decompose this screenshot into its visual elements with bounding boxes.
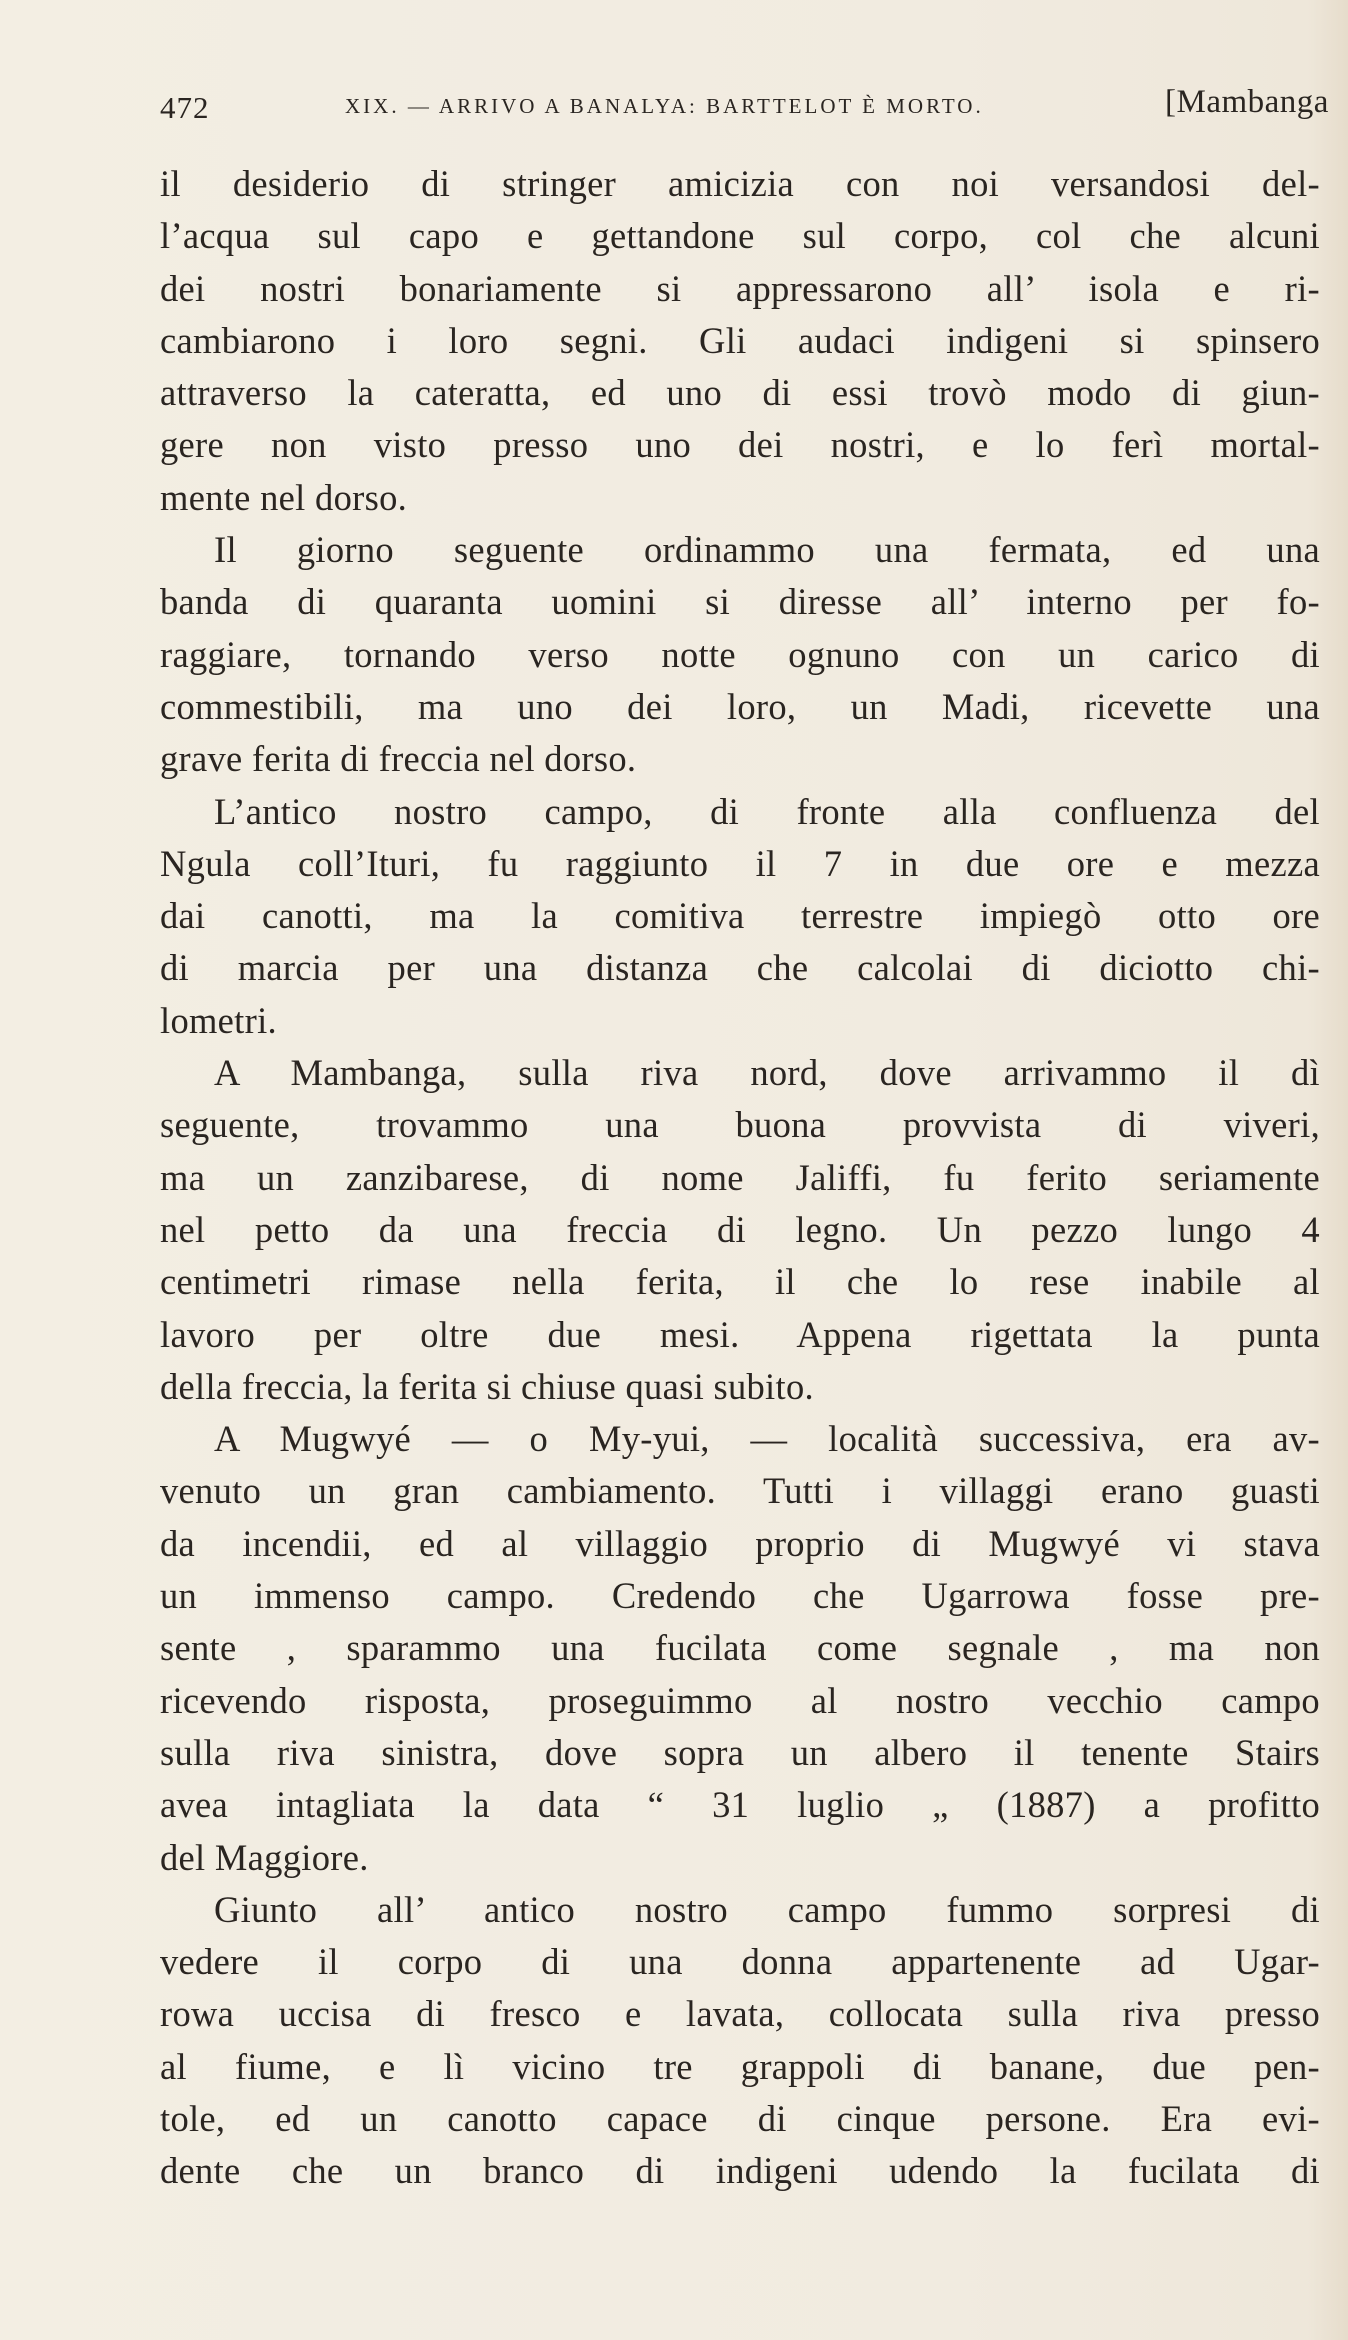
text-line: del Maggiore. — [160, 1836, 369, 1878]
text-line: dei nostri bonariamente si appressarono all’ isola e ri- — [160, 267, 1320, 309]
text-line: della freccia, la ferita si chiuse quasi subito. — [160, 1365, 814, 1407]
text-line: di marcia per una distanza che calcolai di diciotto chi- — [160, 947, 1320, 989]
text-line: lometri. — [160, 999, 277, 1041]
text-line: L’antico nostro campo, di fronte alla confluenza del — [214, 790, 1320, 832]
text-line: rowa uccisa di fresco e lavata, collocata sulla riva presso — [160, 1993, 1320, 2035]
text-line: vedere il corpo di una donna appartenente ad Ugar- — [160, 1941, 1320, 1983]
text-line: venuto un gran cambiamento. Tutti i villaggi erano guasti — [160, 1470, 1320, 1512]
text-line: al fiume, e lì vicino tre grappoli di banane, due pen- — [160, 2045, 1320, 2087]
text-line: Il giorno seguente ordinammo una fermata, ed una — [214, 529, 1320, 571]
text-line: A Mambanga, sulla riva nord, dove arrivammo il dì — [214, 1052, 1320, 1094]
text-line: attraverso la cateratta, ed uno di essi trovò modo di giun- — [160, 372, 1320, 414]
text-line: seguente, trovammo una buona provvista di viveri, — [160, 1104, 1320, 1146]
text-line: dai canotti, ma la comitiva terrestre impiegò otto ore — [160, 895, 1320, 937]
text-line: ma un zanzibarese, di nome Jaliffi, fu ferito seriamente — [160, 1156, 1320, 1198]
text-line: mente nel dorso. — [160, 476, 408, 518]
body-text — [160, 158, 1320, 2198]
text-line: cambiarono i loro segni. Gli audaci indigeni si spinsero — [160, 319, 1320, 361]
page-header — [160, 84, 1340, 134]
text-line: banda di quaranta uomini si diresse all’ interno per fo- — [160, 581, 1320, 623]
text-line: commestibili, ma uno dei loro, un Madi, ricevette una — [160, 685, 1320, 727]
text-line: da incendii, ed al villaggio proprio di Mugwyé vi stava — [160, 1522, 1320, 1564]
text-line: grave ferita di freccia nel dorso. — [160, 738, 637, 780]
running-head: XIX. — ARRIVO A BANALYA: BARTTELOT È MORTO. — [345, 94, 984, 118]
text-line: dente che un branco di indigeni udendo la fucilata di — [160, 2150, 1320, 2192]
page-number: 472 — [160, 90, 210, 125]
text-line: un immenso campo. Credendo che Ugarrowa fosse pre- — [160, 1575, 1320, 1617]
text-line: sente , sparammo una fucilata come segnale , ma non — [160, 1627, 1320, 1669]
text-line: sulla riva sinistra, dove sopra un albero il tenente Stairs — [160, 1731, 1320, 1773]
text-line: avea intagliata la data “ 31 luglio „ (1887) a profitto — [160, 1784, 1320, 1826]
text-line: ricevendo risposta, proseguimmo al nostro vecchio campo — [160, 1679, 1320, 1721]
text-line: raggiare, tornando verso notte ognuno con un carico di — [160, 633, 1320, 675]
text-line: l’acqua sul capo e gettandone sul corpo, col che alcuni — [160, 215, 1320, 257]
text-line: gere non visto presso uno dei nostri, e lo ferì mortal- — [160, 424, 1320, 466]
section-marker: [Mambanga — [1165, 84, 1329, 120]
text-line: Giunto all’ antico nostro campo fummo sorpresi di — [214, 1888, 1320, 1930]
text-line: tole, ed un canotto capace di cinque persone. Era evi- — [160, 2097, 1320, 2139]
text-line: il desiderio di stringer amicizia con noi versandosi del- — [160, 163, 1320, 204]
text-line: lavoro per oltre due mesi. Appena rigettata la punta — [160, 1313, 1320, 1355]
text-line: A Mugwyé — o My-yui, — località successiva, era av- — [214, 1418, 1320, 1460]
text-line: centimetri rimase nella ferita, il che lo rese inabile al — [160, 1261, 1320, 1303]
text-line: Ngula coll’Ituri, fu raggiunto il 7 in due ore e mezza — [160, 842, 1320, 884]
text-line: nel petto da una freccia di legno. Un pezzo lungo 4 — [160, 1208, 1320, 1250]
